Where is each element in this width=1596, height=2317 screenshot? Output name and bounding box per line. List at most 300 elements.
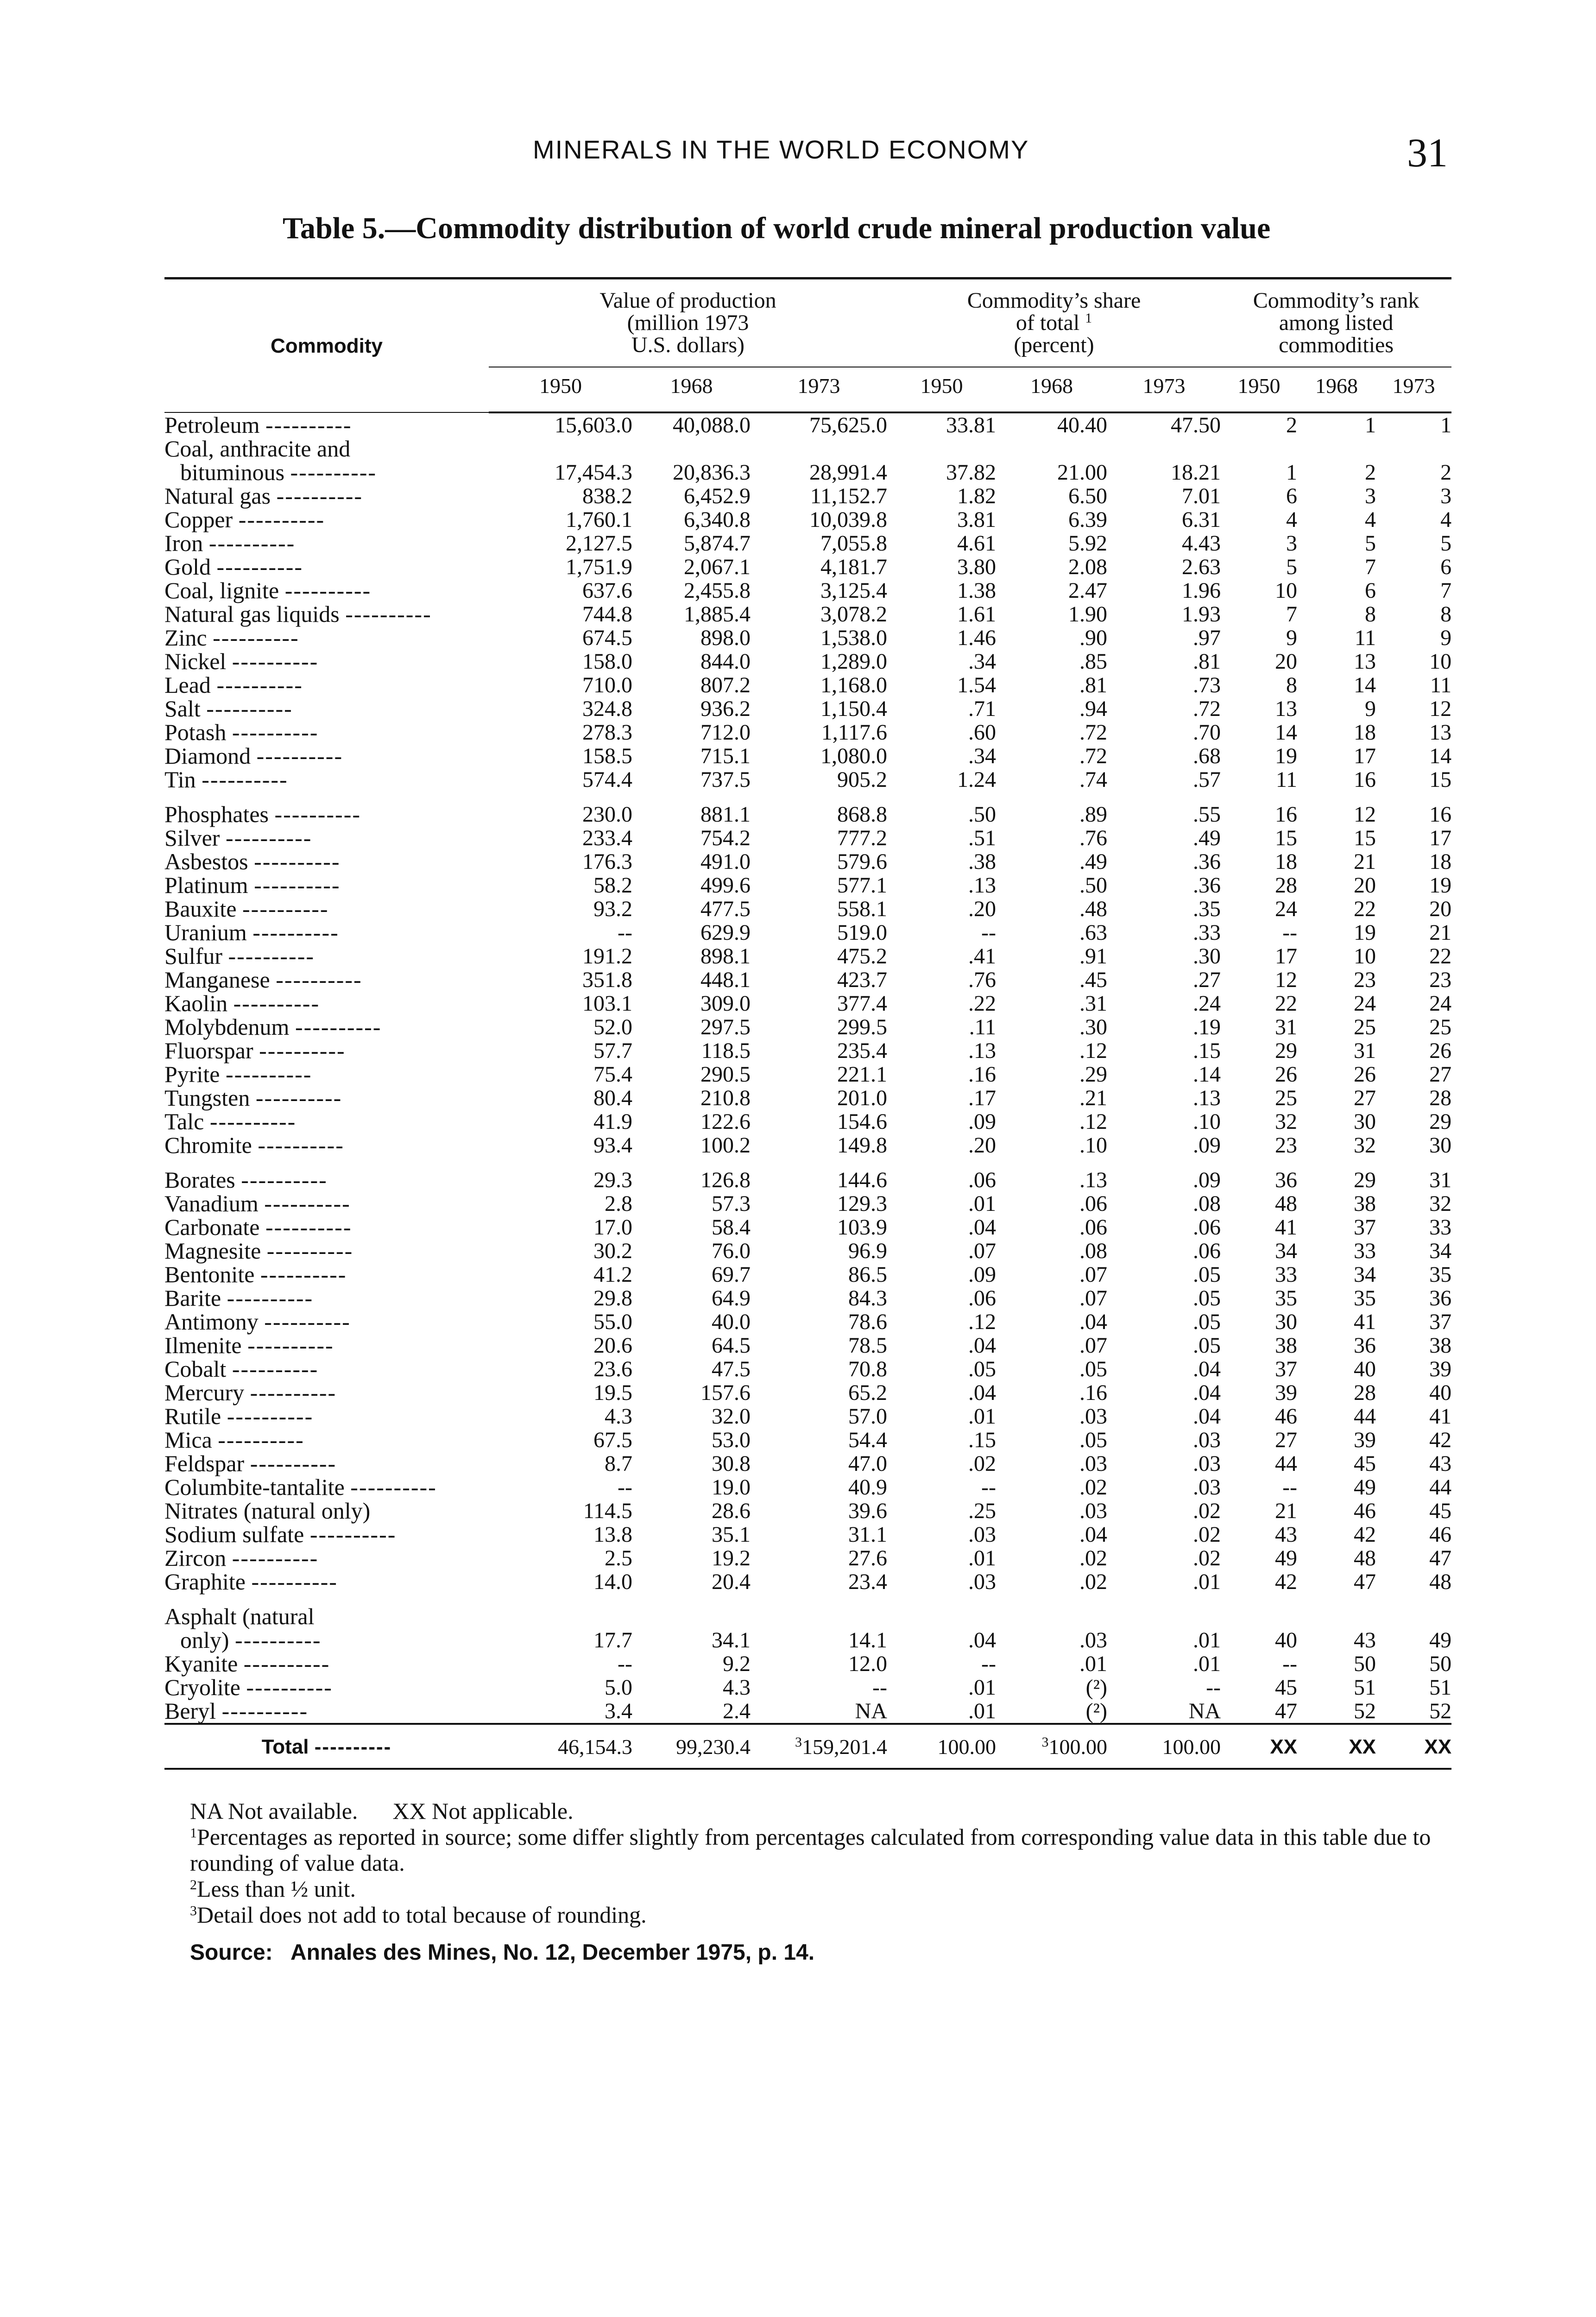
rank-1973: 2 bbox=[1440, 460, 1452, 485]
footnote-3: $^3$Detail does not add to total because of rounding. bbox=[190, 1902, 647, 1928]
rank-1968: 38 bbox=[1354, 1191, 1376, 1216]
dot-leader: ---------- bbox=[265, 411, 352, 438]
source-note: Source: Annales des Mines, No. 12, December 1975, p. 14. bbox=[190, 1940, 815, 1965]
share-1968: .72 bbox=[1079, 720, 1107, 745]
dot-leader: ---------- bbox=[252, 919, 339, 945]
value-1973: 299.5 bbox=[837, 1015, 887, 1039]
commodity-name: Bauxite ---------- bbox=[164, 896, 329, 922]
year-header: 1973 bbox=[1376, 367, 1451, 412]
share-1968: 6.39 bbox=[1068, 507, 1107, 532]
value-1950: 233.4 bbox=[582, 826, 632, 850]
commodity-name: Magnesite ---------- bbox=[164, 1238, 353, 1264]
table-row bbox=[164, 697, 1451, 721]
table-row bbox=[164, 1570, 1451, 1594]
rank-1950: 3 bbox=[1286, 531, 1298, 556]
value-1973: -- bbox=[872, 1675, 887, 1700]
dot-leader: ---------- bbox=[227, 1285, 314, 1311]
dot-leader: ---------- bbox=[243, 1651, 330, 1677]
rank-1950: 49 bbox=[1275, 1546, 1298, 1570]
share-1968: .31 bbox=[1079, 991, 1107, 1016]
rank-1950: 30 bbox=[1275, 1310, 1298, 1334]
total-rank-1950: XX bbox=[1221, 1724, 1297, 1769]
value-1968: 754.2 bbox=[700, 826, 751, 850]
table-row bbox=[164, 555, 1451, 579]
rank-1968: 18 bbox=[1354, 720, 1376, 745]
value-1950: 674.5 bbox=[582, 626, 632, 650]
rank-1968: 9 bbox=[1365, 696, 1376, 721]
share-1968: .12 bbox=[1079, 1109, 1107, 1134]
value-1950: 41.9 bbox=[593, 1109, 632, 1134]
value-1973: 475.2 bbox=[837, 944, 887, 969]
rank-1968: 4 bbox=[1365, 507, 1376, 532]
value-1950: 838.2 bbox=[582, 484, 632, 508]
rank-1973: 31 bbox=[1429, 1168, 1452, 1192]
rank-1973: 7 bbox=[1440, 578, 1452, 603]
rank-1973: 11 bbox=[1430, 673, 1452, 697]
rank-1973: 33 bbox=[1429, 1215, 1452, 1240]
value-1950: 574.4 bbox=[582, 767, 632, 792]
share-1968: 40.40 bbox=[1057, 413, 1107, 437]
value-group-header: Value of production (million 1973 U.S. dollars) bbox=[489, 279, 887, 367]
value-1950: 29.3 bbox=[593, 1168, 632, 1192]
value-1968: 19.2 bbox=[712, 1546, 751, 1570]
year-header: 1950 bbox=[887, 367, 996, 412]
rank-1973: 17 bbox=[1429, 826, 1452, 850]
share-1950: .09 bbox=[968, 1262, 996, 1287]
table-row bbox=[164, 1263, 1451, 1286]
share-1950: -- bbox=[981, 1652, 996, 1676]
rank-1950: 8 bbox=[1286, 673, 1298, 697]
share-1950: .13 bbox=[968, 873, 996, 898]
commodity-name: Carbonate ---------- bbox=[164, 1214, 352, 1240]
share-1950: 3.80 bbox=[957, 555, 996, 579]
table-row bbox=[164, 1546, 1451, 1570]
share-1950: 1.54 bbox=[957, 673, 996, 697]
value-1968: 715.1 bbox=[700, 744, 751, 768]
share-1950: 1.24 bbox=[957, 767, 996, 792]
commodity-name: Mica ---------- bbox=[164, 1427, 304, 1453]
value-1968: 290.5 bbox=[700, 1062, 751, 1087]
rank-1973: 35 bbox=[1429, 1262, 1452, 1287]
share-1973: .09 bbox=[1193, 1133, 1221, 1158]
share-1950: .11 bbox=[969, 1015, 996, 1039]
rank-1950: 45 bbox=[1275, 1675, 1298, 1700]
commodity-name: Chromite ---------- bbox=[164, 1132, 344, 1158]
value-1968: 35.1 bbox=[712, 1522, 751, 1547]
value-1950: 2.8 bbox=[605, 1191, 632, 1216]
value-1950: -- bbox=[618, 920, 632, 945]
value-1968: 629.9 bbox=[700, 920, 751, 945]
share-1950: .17 bbox=[968, 1086, 996, 1110]
table-row bbox=[164, 850, 1451, 874]
table-row bbox=[164, 1357, 1451, 1381]
value-1968: 40.0 bbox=[712, 1310, 751, 1334]
share-1968: .05 bbox=[1079, 1357, 1107, 1381]
rank-1968: 32 bbox=[1354, 1133, 1376, 1158]
value-1950: 278.3 bbox=[582, 720, 632, 745]
share-1950: .07 bbox=[968, 1239, 996, 1263]
rank-1968: 43 bbox=[1354, 1628, 1376, 1652]
rank-1968: 11 bbox=[1354, 626, 1376, 650]
table-row-label-line bbox=[164, 437, 1451, 461]
commodity-name: Petroleum ---------- bbox=[164, 411, 352, 438]
rank-1968: 7 bbox=[1365, 555, 1376, 579]
table-row bbox=[164, 921, 1451, 944]
table-row bbox=[164, 1475, 1451, 1499]
dot-leader: ---------- bbox=[225, 825, 312, 851]
rank-1968: 41 bbox=[1354, 1310, 1376, 1334]
table-row bbox=[164, 1523, 1451, 1546]
rank-1968: 25 bbox=[1354, 1015, 1376, 1039]
value-1973: 377.4 bbox=[837, 991, 887, 1016]
share-1950: 37.82 bbox=[946, 460, 996, 485]
share-1973: .04 bbox=[1193, 1357, 1221, 1381]
year-header: 1973 bbox=[751, 367, 887, 412]
value-1950: 8.7 bbox=[605, 1451, 632, 1476]
value-1950: 20.6 bbox=[593, 1333, 632, 1358]
dot-leader: ---------- bbox=[276, 967, 362, 993]
dot-leader: ---------- bbox=[259, 1038, 346, 1064]
value-1968: 5,874.7 bbox=[684, 531, 751, 556]
share-1968: .50 bbox=[1079, 873, 1107, 898]
rank-1973: 9 bbox=[1440, 626, 1452, 650]
share-1968: .07 bbox=[1079, 1333, 1107, 1358]
commodity-name: Silver ---------- bbox=[164, 825, 312, 851]
total-share-1973: 100.00 bbox=[1107, 1724, 1221, 1769]
value-1968: 32.0 bbox=[712, 1404, 751, 1429]
value-1973: 1,168.0 bbox=[820, 673, 887, 697]
value-1968: 898.1 bbox=[700, 944, 751, 969]
table-body bbox=[164, 412, 1451, 1724]
share-1968: (²) bbox=[1085, 1699, 1107, 1723]
share-1968: .49 bbox=[1079, 849, 1107, 874]
share-1950: .01 bbox=[968, 1699, 996, 1723]
rank-1950: 6 bbox=[1286, 484, 1298, 508]
share-1968: .07 bbox=[1079, 1286, 1107, 1310]
rank-1950: 41 bbox=[1275, 1215, 1298, 1240]
total-value-1950: 46,154.3 bbox=[489, 1724, 632, 1769]
total-value-1968: 99,230.4 bbox=[632, 1724, 751, 1769]
value-1973: 868.8 bbox=[837, 802, 887, 827]
commodity-name: Natural gas liquids ---------- bbox=[164, 601, 432, 627]
share-1973: .06 bbox=[1193, 1215, 1221, 1240]
table-row bbox=[164, 1192, 1451, 1215]
value-1950: 5.0 bbox=[605, 1675, 632, 1700]
table-row bbox=[164, 1133, 1451, 1157]
value-1968: 807.2 bbox=[700, 673, 751, 697]
value-1968: 712.0 bbox=[700, 720, 751, 745]
rank-1950: 15 bbox=[1275, 826, 1298, 850]
commodity-name: Antimony ---------- bbox=[164, 1309, 351, 1335]
value-1950: 41.2 bbox=[593, 1262, 632, 1287]
share-1950: .16 bbox=[968, 1062, 996, 1087]
commodity-name: Lead ---------- bbox=[164, 672, 303, 698]
commodity-name: Tungsten ---------- bbox=[164, 1085, 342, 1111]
value-1973: 144.6 bbox=[837, 1168, 887, 1192]
share-1950: -- bbox=[981, 920, 996, 945]
share-1950: .76 bbox=[968, 968, 996, 992]
rank-1950: 42 bbox=[1275, 1570, 1298, 1594]
value-1968: 881.1 bbox=[700, 802, 751, 827]
rank-1973: 51 bbox=[1429, 1675, 1452, 1700]
value-1950: 351.8 bbox=[582, 968, 632, 992]
commodity-name: Molybdenum ---------- bbox=[164, 1014, 382, 1040]
share-1950: .15 bbox=[968, 1428, 996, 1452]
share-1968: .30 bbox=[1079, 1015, 1107, 1039]
value-1973: 96.9 bbox=[848, 1239, 887, 1263]
value-1968: 122.6 bbox=[700, 1109, 751, 1134]
rank-1973: 16 bbox=[1429, 802, 1452, 827]
share-1950: .25 bbox=[968, 1499, 996, 1523]
rank-1973: 41 bbox=[1429, 1404, 1452, 1429]
table-row bbox=[164, 1676, 1451, 1699]
commodity-name: Zircon ---------- bbox=[164, 1545, 319, 1571]
value-1968: 4.3 bbox=[723, 1675, 751, 1700]
rank-group-header: Commodity’s rank among listed commodities bbox=[1221, 279, 1451, 367]
rank-1950: 47 bbox=[1275, 1699, 1298, 1723]
value-1950: 93.2 bbox=[593, 897, 632, 921]
share-1950: .20 bbox=[968, 897, 996, 921]
value-1950: 14.0 bbox=[593, 1570, 632, 1594]
total-share-1950: 100.00 bbox=[887, 1724, 996, 1769]
share-1973: .70 bbox=[1193, 720, 1221, 745]
share-1973: 1.96 bbox=[1182, 578, 1221, 603]
rank-1950: 46 bbox=[1275, 1404, 1298, 1429]
rank-1950: 39 bbox=[1275, 1380, 1298, 1405]
rank-1973: 36 bbox=[1429, 1286, 1452, 1310]
share-1968: .74 bbox=[1079, 767, 1107, 792]
rank-1973: 3 bbox=[1440, 484, 1452, 508]
rank-1950: 32 bbox=[1275, 1109, 1298, 1134]
rank-1968: 17 bbox=[1354, 744, 1376, 768]
rank-1950: 12 bbox=[1275, 968, 1298, 992]
share-1973: .19 bbox=[1193, 1015, 1221, 1039]
value-1973: 75,625.0 bbox=[809, 413, 887, 437]
rank-1968: 13 bbox=[1354, 649, 1376, 674]
commodity-name: Asphalt (natural bbox=[164, 1603, 315, 1629]
rank-1968: 29 bbox=[1354, 1168, 1376, 1192]
value-1973: 4,181.7 bbox=[820, 555, 887, 579]
value-1950: 158.5 bbox=[582, 744, 632, 768]
value-1973: 149.8 bbox=[837, 1133, 887, 1158]
value-1973: 7,055.8 bbox=[820, 531, 887, 556]
value-1950: 744.8 bbox=[582, 602, 632, 627]
dot-leader: ---------- bbox=[246, 1674, 333, 1700]
share-1968: .63 bbox=[1079, 920, 1107, 945]
table-row bbox=[164, 1334, 1451, 1357]
year-header: 1950 bbox=[1221, 367, 1297, 412]
commodity-name: Barite ---------- bbox=[164, 1285, 314, 1311]
rank-1950: 20 bbox=[1275, 649, 1298, 674]
share-1968: .48 bbox=[1079, 897, 1107, 921]
rank-1950: 25 bbox=[1275, 1086, 1298, 1110]
value-1973: 221.1 bbox=[837, 1062, 887, 1087]
value-1950: 29.8 bbox=[593, 1286, 632, 1310]
table-row bbox=[164, 1015, 1451, 1039]
dot-leader: ---------- bbox=[266, 1238, 353, 1264]
value-1973: 11,152.7 bbox=[810, 484, 887, 508]
value-1968: 6,340.8 bbox=[684, 507, 751, 532]
value-1950: 4.3 bbox=[605, 1404, 632, 1429]
table-row bbox=[164, 1086, 1451, 1110]
share-1973: .35 bbox=[1193, 897, 1221, 921]
value-1968: 58.4 bbox=[712, 1215, 751, 1240]
table-row bbox=[164, 1039, 1451, 1063]
rank-1968: 15 bbox=[1354, 826, 1376, 850]
table-row bbox=[164, 968, 1451, 992]
rank-1950: -- bbox=[1282, 1475, 1298, 1500]
table-row bbox=[164, 1286, 1451, 1310]
dot-leader: ---------- bbox=[238, 506, 325, 532]
commodity-name: Nickel ---------- bbox=[164, 648, 319, 674]
year-header: 1968 bbox=[1297, 367, 1376, 412]
commodity-name: Uranium ---------- bbox=[164, 919, 339, 945]
value-1968: 69.7 bbox=[712, 1262, 751, 1287]
value-1973: 577.1 bbox=[837, 873, 887, 898]
rank-1950: 48 bbox=[1275, 1191, 1298, 1216]
value-1973: 39.6 bbox=[848, 1499, 887, 1523]
value-1973: 57.0 bbox=[848, 1404, 887, 1429]
rank-1950: 13 bbox=[1275, 696, 1298, 721]
dot-leader: ---------- bbox=[232, 1356, 319, 1382]
value-1973: 54.4 bbox=[848, 1428, 887, 1452]
value-1968: 28.6 bbox=[712, 1499, 751, 1523]
value-1973: NA bbox=[855, 1699, 887, 1723]
value-1973: 40.9 bbox=[848, 1475, 887, 1500]
commodity-name: Kyanite ---------- bbox=[164, 1651, 330, 1677]
commodity-name: Pyrite ---------- bbox=[164, 1061, 312, 1087]
commodity-name: Rutile ---------- bbox=[164, 1403, 314, 1429]
rank-1950: 16 bbox=[1275, 802, 1298, 827]
rank-1973: 26 bbox=[1429, 1038, 1452, 1063]
rank-1968: 40 bbox=[1354, 1357, 1376, 1381]
value-1950: 176.3 bbox=[582, 849, 632, 874]
year-header: 1950 bbox=[489, 367, 632, 412]
value-1950: 2,127.5 bbox=[566, 531, 632, 556]
table-row bbox=[164, 673, 1451, 697]
share-1973: .36 bbox=[1193, 849, 1221, 874]
dot-leader: ---------- bbox=[345, 601, 432, 627]
rank-1973: 38 bbox=[1429, 1333, 1452, 1358]
rank-1968: 52 bbox=[1354, 1699, 1376, 1723]
total-rank-1973: XX bbox=[1376, 1724, 1451, 1769]
value-1968: 1,885.4 bbox=[684, 602, 751, 627]
share-1973: .01 bbox=[1193, 1570, 1221, 1594]
share-1950: 1.82 bbox=[957, 484, 996, 508]
value-1968: 20.4 bbox=[712, 1570, 751, 1594]
share-1968: .03 bbox=[1079, 1628, 1107, 1652]
table-row bbox=[164, 826, 1451, 850]
dot-leader: ---------- bbox=[202, 766, 288, 792]
dot-leader: ---------- bbox=[209, 1108, 296, 1134]
rank-1968: 51 bbox=[1354, 1675, 1376, 1700]
share-1968: .10 bbox=[1079, 1133, 1107, 1158]
share-1950: .13 bbox=[968, 1038, 996, 1063]
commodity-name: Vanadium ---------- bbox=[164, 1190, 351, 1216]
rank-1968: 3 bbox=[1365, 484, 1376, 508]
share-1968: 2.08 bbox=[1068, 555, 1107, 579]
value-1973: 86.5 bbox=[848, 1262, 887, 1287]
value-1950: 23.6 bbox=[593, 1357, 632, 1381]
value-1973: 65.2 bbox=[848, 1380, 887, 1405]
rank-1950: 18 bbox=[1275, 849, 1298, 874]
value-1968: 34.1 bbox=[712, 1628, 751, 1652]
share-1973: .02 bbox=[1193, 1499, 1221, 1523]
share-1973: .05 bbox=[1193, 1286, 1221, 1310]
value-1973: 3,125.4 bbox=[820, 578, 887, 603]
dot-leader: ---------- bbox=[247, 1332, 334, 1358]
rank-1968: 6 bbox=[1365, 578, 1376, 603]
rank-1973: 14 bbox=[1429, 744, 1452, 768]
commodity-name: Potash ---------- bbox=[164, 719, 319, 745]
share-1950: .51 bbox=[968, 826, 996, 850]
share-1950: .12 bbox=[968, 1310, 996, 1334]
footnote-1: $^1$Percentages as reported in source; some differ slightly from percentages calculated from corresponding value data in this table due to rounding of value data. bbox=[190, 1824, 1431, 1876]
share-1968: .91 bbox=[1079, 944, 1107, 969]
rank-1973: 37 bbox=[1429, 1310, 1452, 1334]
dot-leader: ---------- bbox=[284, 577, 372, 603]
value-1950: 710.0 bbox=[582, 673, 632, 697]
commodity-name: Mercury ---------- bbox=[164, 1380, 337, 1405]
share-1973: -- bbox=[1206, 1675, 1221, 1700]
share-1950: -- bbox=[981, 1475, 996, 1500]
commodity-name: Sulfur ---------- bbox=[164, 943, 315, 969]
rank-1973: 21 bbox=[1429, 920, 1452, 945]
dot-leader: ---------- bbox=[290, 459, 377, 485]
share-1950: .50 bbox=[968, 802, 996, 827]
share-1950: 3.81 bbox=[957, 507, 996, 532]
rank-1968: 27 bbox=[1354, 1086, 1376, 1110]
value-1950: 30.2 bbox=[593, 1239, 632, 1263]
rank-1968: 45 bbox=[1354, 1451, 1376, 1476]
value-1968: 40,088.0 bbox=[673, 413, 751, 437]
table-row bbox=[164, 1310, 1451, 1334]
share-1973: .06 bbox=[1193, 1239, 1221, 1263]
dot-leader: ---------- bbox=[276, 483, 363, 509]
share-1968: .06 bbox=[1079, 1191, 1107, 1216]
share-1973: .02 bbox=[1193, 1522, 1221, 1547]
value-1950: 93.4 bbox=[593, 1133, 632, 1158]
share-1950: .04 bbox=[968, 1380, 996, 1405]
rank-1968: 20 bbox=[1354, 873, 1376, 898]
share-1973: .33 bbox=[1193, 920, 1221, 945]
share-1968: 2.47 bbox=[1068, 578, 1107, 603]
share-1973: .03 bbox=[1193, 1475, 1221, 1500]
value-1973: 78.5 bbox=[848, 1333, 887, 1358]
share-1973: .73 bbox=[1193, 673, 1221, 697]
share-1968: .07 bbox=[1079, 1262, 1107, 1287]
value-1950: 19.5 bbox=[593, 1380, 632, 1405]
value-1968: 64.5 bbox=[712, 1333, 751, 1358]
rank-1950: 11 bbox=[1275, 767, 1298, 792]
value-1973: 1,117.6 bbox=[821, 720, 887, 745]
commodity-name: Borates ---------- bbox=[164, 1167, 328, 1193]
value-1973: 201.0 bbox=[837, 1086, 887, 1110]
table-row bbox=[164, 1428, 1451, 1452]
share-1968: .81 bbox=[1079, 673, 1107, 697]
share-1968: .29 bbox=[1079, 1062, 1107, 1087]
rank-1973: 46 bbox=[1429, 1522, 1452, 1547]
rank-1973: 22 bbox=[1429, 944, 1452, 969]
commodity-name: Kaolin ---------- bbox=[164, 990, 320, 1016]
commodity-name: Tin ---------- bbox=[164, 766, 288, 792]
rank-1950: 29 bbox=[1275, 1038, 1298, 1063]
share-1968: .12 bbox=[1079, 1038, 1107, 1063]
rank-1950: -- bbox=[1282, 1652, 1298, 1676]
rank-1950: 43 bbox=[1275, 1522, 1298, 1547]
rank-1968: 46 bbox=[1354, 1499, 1376, 1523]
rank-1950: 40 bbox=[1275, 1628, 1298, 1652]
